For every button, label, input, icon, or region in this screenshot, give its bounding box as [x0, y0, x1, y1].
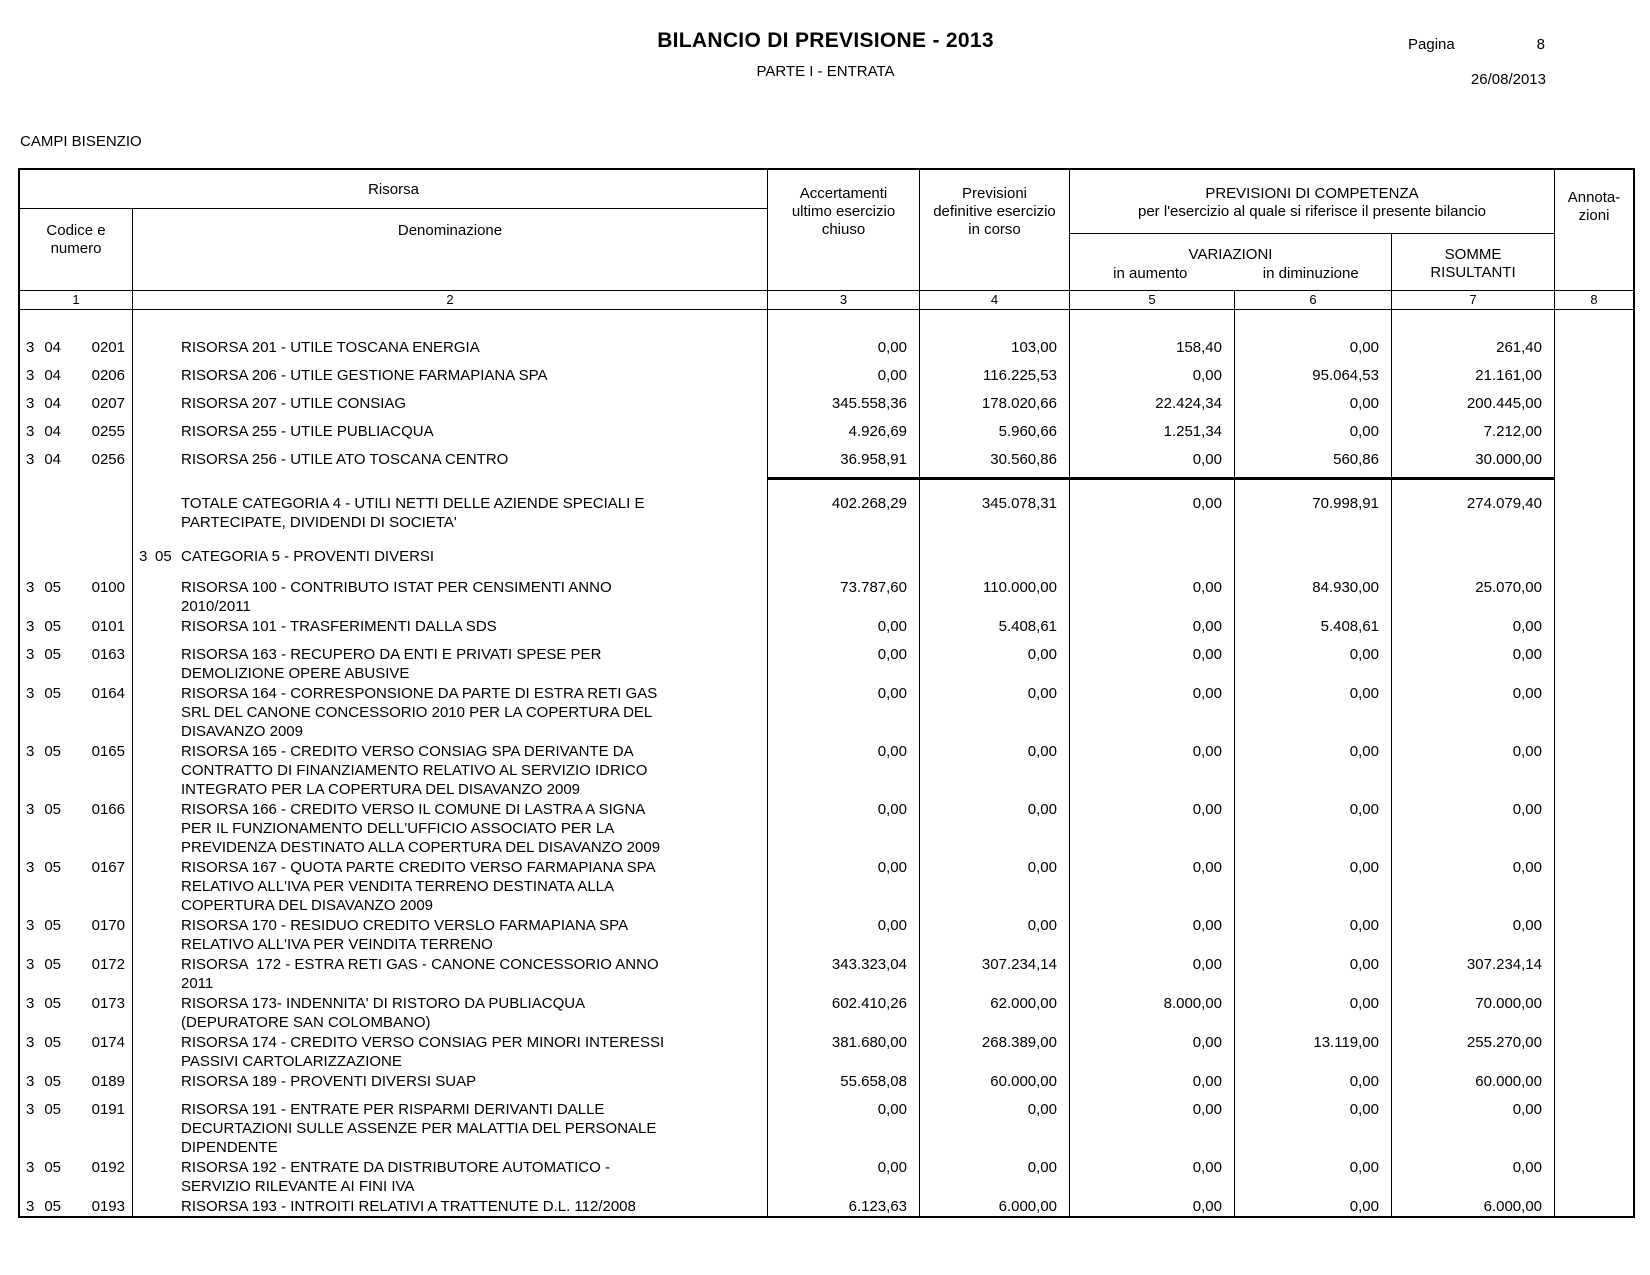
value-cell: 60.000,00: [919, 1071, 1069, 1099]
value-cell: [1391, 532, 1554, 577]
value-cell: 5.408,61: [919, 616, 1069, 644]
value-cell: 0,00: [1069, 1032, 1234, 1071]
value-cell: 0,00: [1234, 799, 1391, 857]
annotations-cell: [1554, 915, 1633, 954]
table-row: [20, 1071, 1633, 1099]
denominazione-cell: RISORSA 167 - QUOTA PARTE CREDITO VERSO FARMAPIANA SPA RELATIVO ALL'IVA PER VENDITA TERRENO DESTINATA ALLA COPERTURA DEL DISAVANZO 2009: [132, 857, 767, 915]
table-row: [20, 1157, 1633, 1196]
value-cell: 381.680,00: [767, 1032, 919, 1071]
header-annotazioni-line1: Annota-: [1567, 189, 1621, 206]
table-row: [20, 683, 1633, 741]
annotations-cell: [1554, 532, 1633, 577]
value-cell: 0,00: [1069, 683, 1234, 741]
header-codice-line1: Codice e: [46, 222, 106, 239]
column-number-4: 4: [919, 291, 1069, 309]
denominazione-cell: RISORSA 207 - UTILE CONSIAG: [132, 393, 767, 421]
table-row: [20, 616, 1633, 644]
value-cell: 0,00: [1391, 857, 1554, 915]
value-cell: 0,00: [767, 683, 919, 741]
value-cell: 0,00: [1391, 616, 1554, 644]
value-cell: 0,00: [919, 857, 1069, 915]
value-cell: 70.000,00: [1391, 993, 1554, 1032]
denominazione-cell: TOTALE CATEGORIA 4 - UTILI NETTI DELLE AZIENDE SPECIALI E PARTECIPATE, DIVIDENDI DI SOCIETA': [132, 477, 767, 532]
value-cell: 70.998,91: [1234, 477, 1391, 532]
value-cell: 0,00: [1069, 1099, 1234, 1157]
denominazione-cell: RISORSA 189 - PROVENTI DIVERSI SUAP: [132, 1071, 767, 1099]
column-number-6: 6: [1234, 291, 1391, 309]
header-codice-numero: [20, 209, 132, 290]
value-cell: 8.000,00: [1069, 993, 1234, 1032]
table-row: [20, 393, 1633, 421]
value-cell: 22.424,34: [1069, 393, 1234, 421]
value-cell: 4.926,69: [767, 421, 919, 449]
value-cell: 0,00: [1069, 1196, 1234, 1216]
annotations-cell: [1554, 1099, 1633, 1157]
code-cell: 3 05 0192: [26, 1159, 125, 1176]
value-cell: 345.078,31: [919, 477, 1069, 532]
value-cell: 0,00: [919, 741, 1069, 799]
value-cell: 0,00: [1069, 1071, 1234, 1099]
annotations-cell: [1554, 1032, 1633, 1071]
denominazione-cell: RISORSA 164 - CORRESPONSIONE DA PARTE DI ESTRA RETI GAS SRL DEL CANONE CONCESSORIO 2010 PER LA COPERTURA DEL DISAVANZO 2009: [132, 683, 767, 741]
value-cell: 0,00: [767, 857, 919, 915]
value-cell: 95.064,53: [1234, 365, 1391, 393]
table-header: [20, 170, 1633, 291]
value-cell: 255.270,00: [1391, 1032, 1554, 1071]
value-cell: 0,00: [1234, 1099, 1391, 1157]
column-number-2: 2: [132, 291, 767, 309]
value-cell: 62.000,00: [919, 993, 1069, 1032]
value-cell: 0,00: [767, 1099, 919, 1157]
header-accertamenti-line3: chiuso: [821, 221, 866, 238]
denominazione-cell: 3 05 CATEGORIA 5 - PROVENTI DIVERSI: [132, 532, 767, 577]
value-cell: 0,00: [1069, 915, 1234, 954]
value-cell: 307.234,14: [1391, 954, 1554, 993]
header-variazioni: [1070, 234, 1391, 290]
value-cell: 0,00: [1069, 954, 1234, 993]
category-row: [20, 532, 1633, 577]
value-cell: 25.070,00: [1391, 577, 1554, 616]
header-previsioni-line1: Previsioni: [961, 185, 1028, 202]
page-number-label: Pagina: [1408, 36, 1455, 53]
denominazione-cell: RISORSA 166 - CREDITO VERSO IL COMUNE DI LASTRA A SIGNA PER IL FUNZIONAMENTO DELL'UFFICIO ASSOCIATO PER LA PREVIDENZA DESTINATO ALLA COPERTURA DEL DISAVANZO 2009: [132, 799, 767, 857]
value-cell: 0,00: [1234, 683, 1391, 741]
denominazione-cell: RISORSA 191 - ENTRATE PER RISPARMI DERIVANTI DALLE DECURTAZIONI SULLE ASSENZE PER MALATTIA DEL PERSONALE DIPENDENTE: [132, 1099, 767, 1157]
denominazione-cell: RISORSA 173- INDENNITA' DI RISTORO DA PUBLIACQUA (DEPURATORE SAN COLOMBANO): [132, 993, 767, 1032]
code-cell: 3 05 0172: [26, 956, 125, 973]
table-row: [20, 644, 1633, 683]
value-cell: 0,00: [1069, 799, 1234, 857]
value-cell: 0,00: [1234, 993, 1391, 1032]
annotations-cell: [1554, 857, 1633, 915]
table-row: [20, 577, 1633, 616]
table-row: [20, 1032, 1633, 1071]
value-cell: 0,00: [1069, 449, 1234, 477]
value-cell: 0,00: [1234, 393, 1391, 421]
annotations-cell: [1554, 616, 1633, 644]
code-cell: 3 05 0165: [26, 743, 125, 760]
page-number: 8: [1536, 36, 1545, 53]
page-subtitle: PARTE I - ENTRATA: [756, 63, 895, 80]
annotations-cell: [1554, 577, 1633, 616]
code-cell: 3 05 0164: [26, 685, 125, 702]
table-row: [20, 1196, 1633, 1216]
value-cell: 307.234,14: [919, 954, 1069, 993]
header-previsioni-competenza-group: [1069, 170, 1554, 290]
value-cell: 0,00: [919, 644, 1069, 683]
header-in-aumento: in aumento: [1113, 265, 1188, 282]
header-risorsa: Risorsa: [20, 170, 767, 209]
value-cell: 0,00: [767, 799, 919, 857]
denominazione-cell: RISORSA 170 - RESIDUO CREDITO VERSLO FARMAPIANA SPA RELATIVO ALL'IVA PER VEINDITA TERRENO: [132, 915, 767, 954]
code-cell: 3 04 0256: [26, 451, 125, 468]
value-cell: 560,86: [1234, 449, 1391, 477]
code-cell: 3 05 0173: [26, 995, 125, 1012]
value-cell: 268.389,00: [919, 1032, 1069, 1071]
value-cell: 0,00: [1234, 421, 1391, 449]
column-number-8: 8: [1554, 291, 1633, 309]
value-cell: 1.251,34: [1069, 421, 1234, 449]
header-accertamenti-line2: ultimo esercizio: [791, 203, 896, 220]
code-cell: 3 05 0189: [26, 1073, 125, 1090]
header-annotazioni: [1554, 170, 1633, 290]
code-cell: 3 05 0101: [26, 618, 125, 635]
value-cell: 0,00: [767, 915, 919, 954]
value-cell: [1234, 532, 1391, 577]
page-title: BILANCIO DI PREVISIONE - 2013: [657, 29, 994, 52]
value-cell: 0,00: [1069, 365, 1234, 393]
budget-table: [18, 168, 1635, 1218]
value-cell: 0,00: [1391, 799, 1554, 857]
value-cell: 0,00: [1069, 577, 1234, 616]
table-row: [20, 449, 1633, 477]
denominazione-cell: RISORSA 192 - ENTRATE DA DISTRIBUTORE AUTOMATICO - SERVIZIO RILEVANTE AI FINI IVA: [132, 1157, 767, 1196]
header-previsioni-competenza: [1070, 170, 1554, 234]
value-cell: 0,00: [1069, 477, 1234, 532]
value-cell: 60.000,00: [1391, 1071, 1554, 1099]
value-cell: 7.212,00: [1391, 421, 1554, 449]
value-cell: 36.958,91: [767, 449, 919, 477]
entity-name: CAMPI BISENZIO: [20, 133, 142, 150]
value-cell: 0,00: [919, 799, 1069, 857]
code-cell: 3 05 0170: [26, 917, 125, 934]
column-numbers-row: [20, 291, 1633, 310]
column-number-1: 1: [72, 292, 80, 307]
annotations-cell: [1554, 644, 1633, 683]
denominazione-cell: RISORSA 101 - TRASFERIMENTI DALLA SDS: [132, 616, 767, 644]
annotations-cell: [1554, 421, 1633, 449]
header-variazioni-title: VARIAZIONI: [1188, 246, 1273, 263]
denominazione-cell: RISORSA 174 - CREDITO VERSO CONSIAG PER MINORI INTERESSI PASSIVI CARTOLARIZZAZIONE: [132, 1032, 767, 1071]
value-cell: 103,00: [919, 310, 1069, 365]
value-cell: [1069, 532, 1234, 577]
header-previsioni-line3: in corso: [968, 221, 1021, 238]
table-row: [20, 799, 1633, 857]
header-denominazione: Denominazione: [132, 209, 767, 290]
value-cell: 0,00: [1069, 741, 1234, 799]
annotations-cell: [1554, 741, 1633, 799]
value-cell: 5.960,66: [919, 421, 1069, 449]
table-row: [20, 954, 1633, 993]
code-cell: 3 04 0206: [26, 367, 125, 384]
code-cell: 3 05 0191: [26, 1101, 125, 1118]
denominazione-cell: RISORSA 165 - CREDITO VERSO CONSIAG SPA DERIVANTE DA CONTRATTO DI FINANZIAMENTO RELATIVO AL SERVIZIO IDRICO INTEGRATO PER LA COPERTURA DEL DISAVANZO 2009: [132, 741, 767, 799]
value-cell: 0,00: [767, 310, 919, 365]
value-cell: 158,40: [1069, 310, 1234, 365]
header-somme-line1: SOMME: [1444, 246, 1502, 263]
header-annotazioni-line2: zioni: [1578, 207, 1610, 224]
denominazione-cell: RISORSA 100 - CONTRIBUTO ISTAT PER CENSIMENTI ANNO 2010/2011: [132, 577, 767, 616]
header-somme-line2: RISULTANTI: [1430, 264, 1516, 281]
header-competenza-subtitle: per l'esercizio al quale si riferisce il presente bilancio: [1137, 203, 1487, 220]
annotations-cell: [1554, 993, 1633, 1032]
value-cell: 343.323,04: [767, 954, 919, 993]
table-row: [20, 421, 1633, 449]
denominazione-cell: RISORSA 201 - UTILE TOSCANA ENERGIA: [132, 310, 767, 365]
value-cell: 0,00: [767, 644, 919, 683]
value-cell: 0,00: [1234, 1071, 1391, 1099]
header-accertamenti-line1: Accertamenti: [799, 185, 888, 202]
value-cell: 73.787,60: [767, 577, 919, 616]
annotations-cell: [1554, 1196, 1633, 1216]
table-row: [20, 741, 1633, 799]
value-cell: 84.930,00: [1234, 577, 1391, 616]
annotations-cell: [1554, 393, 1633, 421]
value-cell: 116.225,53: [919, 365, 1069, 393]
value-cell: 6.000,00: [1391, 1196, 1554, 1216]
value-cell: 0,00: [1069, 857, 1234, 915]
value-cell: 261,40: [1391, 310, 1554, 365]
value-cell: 13.119,00: [1234, 1032, 1391, 1071]
value-cell: 110.000,00: [919, 577, 1069, 616]
value-cell: 0,00: [919, 915, 1069, 954]
value-cell: [767, 532, 919, 577]
column-number-5: 5: [1069, 291, 1234, 309]
value-cell: [919, 532, 1069, 577]
code-cell: 3 05 0193: [26, 1198, 125, 1215]
value-cell: 178.020,66: [919, 393, 1069, 421]
code-cell: 3 05 0167: [26, 859, 125, 876]
value-cell: 0,00: [1234, 644, 1391, 683]
header-previsioni-definitive: [919, 170, 1069, 290]
table-row: [20, 310, 1633, 365]
header-codice-line2: numero: [50, 240, 102, 257]
header-risorsa-group: [20, 170, 767, 290]
denominazione-cell: RISORSA 255 - UTILE PUBLIACQUA: [132, 421, 767, 449]
code-cell: 3 05 0100: [26, 579, 125, 596]
code-cell: [20, 477, 132, 532]
table-row: [20, 993, 1633, 1032]
value-cell: 200.445,00: [1391, 393, 1554, 421]
value-cell: 0,00: [1391, 644, 1554, 683]
header-somme-risultanti: [1391, 234, 1554, 290]
value-cell: 0,00: [1069, 1157, 1234, 1196]
value-cell: 6.000,00: [919, 1196, 1069, 1216]
value-cell: 0,00: [919, 1157, 1069, 1196]
value-cell: 0,00: [1391, 683, 1554, 741]
value-cell: 5.408,61: [1234, 616, 1391, 644]
table-row: [20, 365, 1633, 393]
header-competenza-title: PREVISIONI DI COMPETENZA: [1205, 185, 1419, 202]
code-cell: 3 05 0166: [26, 801, 125, 818]
table-row: [20, 1099, 1633, 1157]
header-accertamenti: [767, 170, 919, 290]
value-cell: 6.123,63: [767, 1196, 919, 1216]
value-cell: 0,00: [1234, 857, 1391, 915]
value-cell: 30.560,86: [919, 449, 1069, 477]
value-cell: 0,00: [1391, 915, 1554, 954]
value-cell: 0,00: [1391, 1099, 1554, 1157]
value-cell: 0,00: [1234, 954, 1391, 993]
value-cell: 345.558,36: [767, 393, 919, 421]
value-cell: 0,00: [767, 365, 919, 393]
table-row: [20, 857, 1633, 915]
code-cell: [20, 532, 132, 577]
annotations-cell: [1554, 449, 1633, 477]
document-date: 26/08/2013: [1470, 71, 1546, 88]
code-cell: 3 04 0207: [26, 395, 125, 412]
annotations-cell: [1554, 310, 1633, 365]
annotations-cell: [1554, 365, 1633, 393]
value-cell: 21.161,00: [1391, 365, 1554, 393]
value-cell: 0,00: [767, 1157, 919, 1196]
annotations-cell: [1554, 954, 1633, 993]
value-cell: 0,00: [1234, 915, 1391, 954]
code-cell: 3 05 0174: [26, 1034, 125, 1051]
value-cell: 0,00: [1391, 741, 1554, 799]
value-cell: 402.268,29: [767, 477, 919, 532]
code-cell: 3 04 0201: [26, 339, 125, 356]
value-cell: 0,00: [1234, 310, 1391, 365]
value-cell: 0,00: [1234, 741, 1391, 799]
value-cell: 0,00: [767, 616, 919, 644]
column-number-3: 3: [767, 291, 919, 309]
column-number-7: 7: [1391, 291, 1554, 309]
value-cell: 30.000,00: [1391, 449, 1554, 477]
denominazione-cell: RISORSA 256 - UTILE ATO TOSCANA CENTRO: [132, 449, 767, 477]
annotations-cell: [1554, 683, 1633, 741]
total-row: [20, 477, 1633, 532]
value-cell: 55.658,08: [767, 1071, 919, 1099]
value-cell: 0,00: [1069, 616, 1234, 644]
annotations-cell: [1554, 477, 1633, 532]
value-cell: 602.410,26: [767, 993, 919, 1032]
value-cell: 0,00: [919, 683, 1069, 741]
denominazione-cell: RISORSA 172 - ESTRA RETI GAS - CANONE CONCESSORIO ANNO 2011: [132, 954, 767, 993]
header-previsioni-line2: definitive esercizio: [933, 203, 1056, 220]
code-cell: 3 05 0163: [26, 646, 125, 663]
value-cell: 0,00: [767, 741, 919, 799]
value-cell: 0,00: [1234, 1157, 1391, 1196]
annotations-cell: [1554, 1157, 1633, 1196]
header-in-diminuzione: in diminuzione: [1262, 265, 1359, 282]
value-cell: 0,00: [919, 1099, 1069, 1157]
denominazione-cell: RISORSA 206 - UTILE GESTIONE FARMAPIANA SPA: [132, 365, 767, 393]
value-cell: 0,00: [1234, 1196, 1391, 1216]
value-cell: 274.079,40: [1391, 477, 1554, 532]
denominazione-cell: RISORSA 163 - RECUPERO DA ENTI E PRIVATI SPESE PER DEMOLIZIONE OPERE ABUSIVE: [132, 644, 767, 683]
annotations-cell: [1554, 1071, 1633, 1099]
table-row: [20, 915, 1633, 954]
code-cell: 3 04 0255: [26, 423, 125, 440]
table-body: [20, 310, 1633, 1216]
denominazione-cell: RISORSA 193 - INTROITI RELATIVI A TRATTENUTE D.L. 112/2008: [132, 1196, 767, 1216]
value-cell: 0,00: [1391, 1157, 1554, 1196]
value-cell: 0,00: [1069, 644, 1234, 683]
annotations-cell: [1554, 799, 1633, 857]
